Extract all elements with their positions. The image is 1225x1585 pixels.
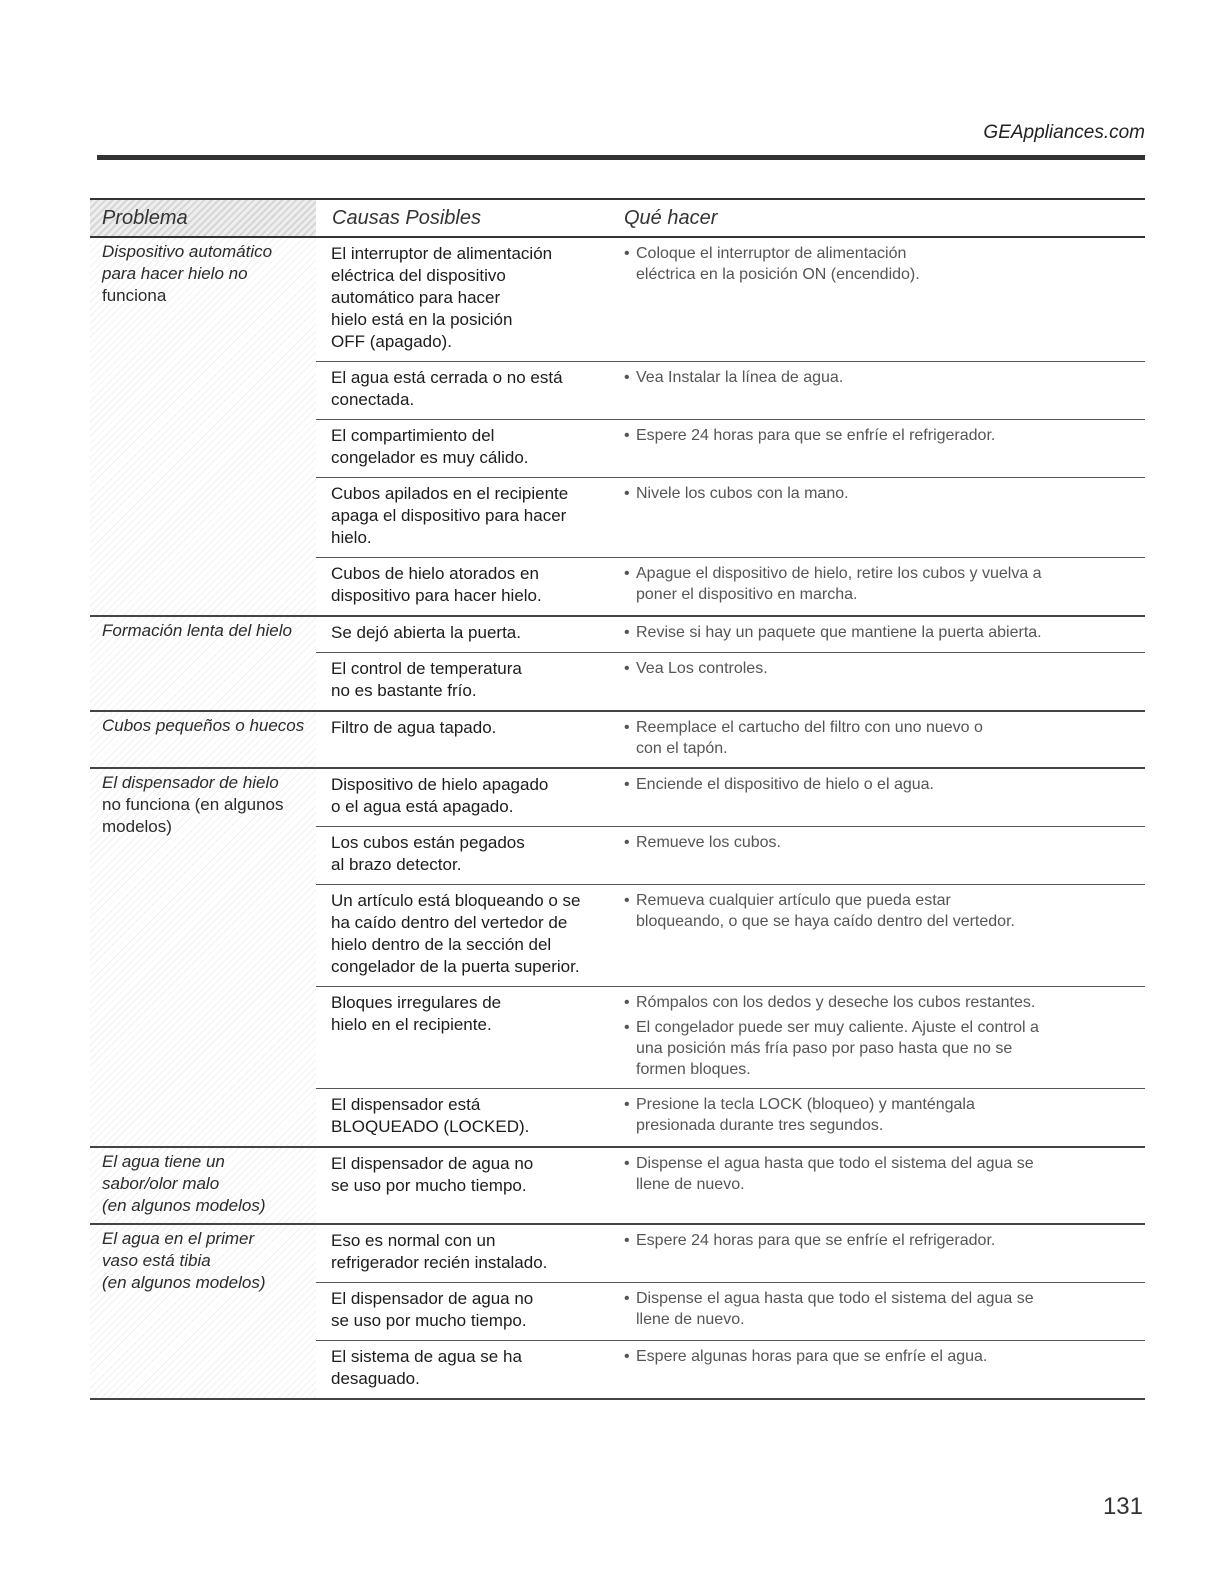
- action-cell: [606, 1153, 1145, 1197]
- cause-cell: Los cubos están pegados al brazo detector.: [331, 833, 525, 874]
- action-cell: [606, 622, 1145, 644]
- action-cell: [606, 658, 1145, 702]
- problem-group: [90, 1225, 1145, 1400]
- table-row: [316, 1283, 1145, 1341]
- table-header: [90, 198, 1145, 238]
- table-row: [316, 769, 1145, 827]
- cause-cell: El dispensador está BLOQUEADO (LOCKED).: [331, 1095, 530, 1136]
- action-cell: [606, 425, 1145, 469]
- table-row: [316, 885, 1145, 987]
- problem-text: Formación lenta del hielo: [102, 621, 292, 640]
- problem-text: funciona: [102, 286, 167, 305]
- problem-cell: [90, 712, 316, 767]
- cause-cell: El dispensador de agua no se uso por mucho tiempo.: [331, 1289, 534, 1330]
- table-row: [316, 420, 1145, 478]
- problem-text: sabor/olor malo: [102, 1174, 220, 1193]
- table-row: [316, 1341, 1145, 1398]
- problem-group: [90, 238, 1145, 617]
- table-body: [90, 238, 1145, 1400]
- problem-text: para hacer hielo no: [102, 264, 248, 283]
- cause-cell: Cubos de hielo atorados en dispositivo para hacer hielo.: [331, 564, 542, 605]
- action-cell: [606, 992, 1145, 1080]
- troubleshooting-table: [90, 198, 1145, 1400]
- header-rule: [97, 155, 1145, 160]
- problem-cell: [90, 238, 316, 615]
- action-cell: [606, 1230, 1145, 1274]
- problem-group: [90, 769, 1145, 1148]
- problem-cell: [90, 1148, 316, 1223]
- cause-cell: El interruptor de alimentación eléctrica del dispositivo automático para hacer hielo está en la posición OFF (apagado).: [331, 244, 553, 351]
- action-item: • Vea Instalar la línea de agua.: [624, 367, 1145, 388]
- cause-cell: El control de temperatura no es bastante frío.: [331, 659, 522, 700]
- cause-rows: [316, 1148, 1145, 1223]
- problem-text: no funciona (en algunos: [102, 795, 284, 814]
- table-row: [316, 1148, 1145, 1205]
- table-row: [316, 1225, 1145, 1283]
- cause-cell: Eso es normal con un refrigerador recién instalado.: [331, 1231, 548, 1272]
- table-row: [316, 653, 1145, 710]
- table-row: [316, 617, 1145, 653]
- website-url: GEAppliances.com: [983, 122, 1145, 143]
- problem-group: [90, 712, 1145, 769]
- action-cell: [606, 243, 1145, 353]
- cause-cell: Un artículo está bloqueando o se ha caído dentro del vertedor de hielo dentro de la sección del congelador de la puerta superior.: [331, 891, 581, 976]
- cause-cell: El dispensador de agua no se uso por mucho tiempo.: [331, 1154, 534, 1195]
- problem-text: Dispositivo automático: [102, 242, 273, 261]
- table-row: [316, 478, 1145, 558]
- cause-cell: Bloques irregulares de hielo en el recipiente.: [331, 993, 502, 1034]
- action-item: • Rómpalos con los dedos y deseche los cubos restantes.: [624, 992, 1145, 1013]
- problem-cell: [90, 769, 316, 1146]
- action-item: • Remueve los cubos.: [624, 832, 1145, 853]
- cause-cell: El agua está cerrada o no está conectada.: [331, 368, 563, 409]
- cause-rows: [316, 1225, 1145, 1398]
- problem-cell: [90, 617, 316, 710]
- action-cell: [606, 367, 1145, 411]
- cause-rows: [316, 712, 1145, 767]
- cause-cell: El sistema de agua se ha desaguado.: [331, 1347, 522, 1388]
- action-cell: [606, 1288, 1145, 1332]
- action-item: • Presione la tecla LOCK (bloqueo) y manténgala presionada durante tres segundos.: [624, 1094, 1145, 1136]
- table-row: [316, 238, 1145, 362]
- action-item: • Espere algunas horas para que se enfríe el agua.: [624, 1346, 1145, 1367]
- table-row: [316, 987, 1145, 1089]
- action-item: • Dispense el agua hasta que todo el sistema del agua se llene de nuevo.: [624, 1288, 1145, 1330]
- problem-text: El dispensador de hielo: [102, 773, 279, 792]
- table-row: [316, 1089, 1145, 1146]
- action-item: • Reemplace el cartucho del filtro con uno nuevo o con el tapón.: [624, 717, 1145, 759]
- problem-group: [90, 1148, 1145, 1225]
- cause-cell: Dispositivo de hielo apagado o el agua está apagado.: [331, 775, 549, 816]
- action-cell: [606, 832, 1145, 876]
- action-item: • El congelador puede ser muy caliente. Ajuste el control a una posición más fría paso por paso hasta que no se formen bloques.: [624, 1017, 1145, 1080]
- action-cell: [606, 890, 1145, 978]
- problem-text: (en algunos modelos): [102, 1196, 266, 1215]
- action-cell: [606, 563, 1145, 607]
- action-item: • Vea Los controles.: [624, 658, 1145, 679]
- column-header-problem: Problema: [90, 200, 316, 236]
- action-cell: [606, 774, 1145, 818]
- action-item: • Remueva cualquier artículo que pueda estar bloqueando, o que se haya caído dentro del vertedor.: [624, 890, 1145, 932]
- action-cell: [606, 1346, 1145, 1390]
- cause-rows: [316, 769, 1145, 1146]
- cause-cell: El compartimiento del congelador es muy cálido.: [331, 426, 529, 467]
- action-item: • Apague el dispositivo de hielo, retire los cubos y vuelva a poner el dispositivo en marcha.: [624, 563, 1145, 605]
- problem-text: vaso está tibia: [102, 1251, 211, 1270]
- action-item: • Revise si hay un paquete que mantiene la puerta abierta.: [624, 622, 1145, 643]
- cause-cell: Filtro de agua tapado.: [331, 718, 497, 737]
- table-row: [316, 362, 1145, 420]
- action-item: • Coloque el interruptor de alimentación eléctrica en la posición ON (encendido).: [624, 243, 1145, 285]
- cause-rows: [316, 238, 1145, 615]
- action-cell: [606, 483, 1145, 549]
- cause-cell: Cubos apilados en el recipiente apaga el dispositivo para hacer hielo.: [331, 484, 569, 547]
- problem-text: Cubos pequeños o huecos: [102, 716, 305, 735]
- action-cell: [606, 1094, 1145, 1138]
- action-item: • Espere 24 horas para que se enfríe el refrigerador.: [624, 425, 1145, 446]
- table-row: [316, 712, 1145, 767]
- action-cell: [606, 717, 1145, 759]
- problem-group: [90, 617, 1145, 712]
- action-item: • Espere 24 horas para que se enfríe el refrigerador.: [624, 1230, 1145, 1251]
- action-item: • Dispense el agua hasta que todo el sistema del agua se llene de nuevo.: [624, 1153, 1145, 1195]
- action-item: • Nivele los cubos con la mano.: [624, 483, 1145, 504]
- column-header-causes: Causas Posibles: [332, 206, 481, 229]
- problem-text: (en algunos modelos): [102, 1273, 266, 1292]
- cause-cell: Se dejó abierta la puerta.: [331, 623, 521, 642]
- problem-text: El agua en el primer: [102, 1229, 255, 1248]
- column-header-action: Qué hacer: [624, 206, 718, 229]
- cause-rows: [316, 617, 1145, 710]
- action-item: • Enciende el dispositivo de hielo o el agua.: [624, 774, 1145, 795]
- table-row: [316, 827, 1145, 885]
- page-number: 131: [1102, 1493, 1143, 1520]
- problem-text: El agua tiene un: [102, 1152, 225, 1171]
- problem-text: modelos): [102, 817, 172, 836]
- problem-cell: [90, 1225, 316, 1398]
- table-row: [316, 558, 1145, 615]
